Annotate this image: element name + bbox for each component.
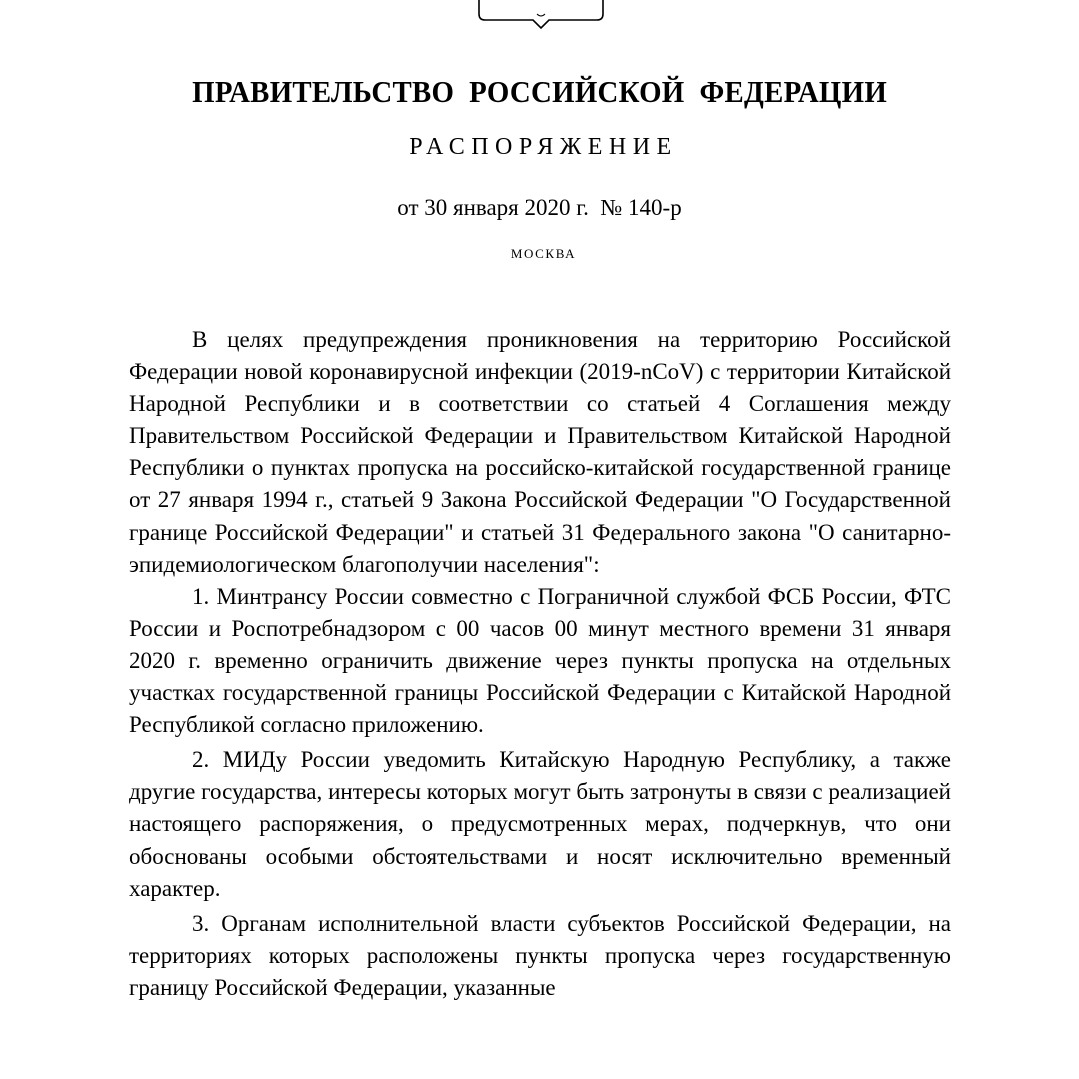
- document-date-line: [0, 195, 1079, 221]
- document-date: от 30 января 2020 г.: [397, 195, 589, 220]
- item-paragraph-2: 2. МИДу России уведомить Китайскую Народную Республику, а также другие государства, интересы которых могут быть затронуты в связи с реализацией настоящего распоряжения, о предусмотренных мерах, подчеркнув, что они обоснованы особыми обстоятельствами и носят исключительно временный характер.: [129, 747, 951, 901]
- document-type: РАСПОРЯЖЕНИЕ: [409, 134, 678, 160]
- item-paragraph-1: 1. Минтрансу России совместно с Пограничной службой ФСБ России, ФТС России и Роспотребнадзором с 00 часов 00 минут местного времени 31 января 2020 г. временно ограничить движение через пункты пропуска на отдельных участках государственной границы Российской Федерации с Китайской Народной Республикой согласно приложению.: [129, 583, 951, 738]
- document-number: № 140-р: [600, 195, 682, 220]
- item-paragraph-3: 3. Органам исполнительной власти субъектов Российской Федерации, на территориях которых расположены пункты пропуска через государственную границу Российской Федерации, указанные: [129, 910, 951, 1000]
- emblem-frame-icon: [475, 0, 607, 30]
- document-city: МОСКВА: [510, 246, 577, 261]
- preamble-paragraph: В целях предупреждения проникновения на территорию Российской Федерации новой коронавирусной инфекции (2019-nCoV) с территории Китайской Народной Республики и в соответствии со статьей 4 Соглашения между Правительством Российской Федерации и Правительством Китайской Народной Республики о пунктах пропуска на российско-китайской государственной границе от 27 января 1994 г., статьей 9 Закона Российской Федерации "О Государственной границе Российской Федерации" и статьей 31 Федерального закона "О санитарно-эпидемиологическом благополучии населения":: [129, 327, 951, 577]
- government-title: ПРАВИТЕЛЬСТВО РОССИЙСКОЙ ФЕДЕРАЦИИ: [192, 74, 888, 109]
- document-body: [129, 324, 951, 1004]
